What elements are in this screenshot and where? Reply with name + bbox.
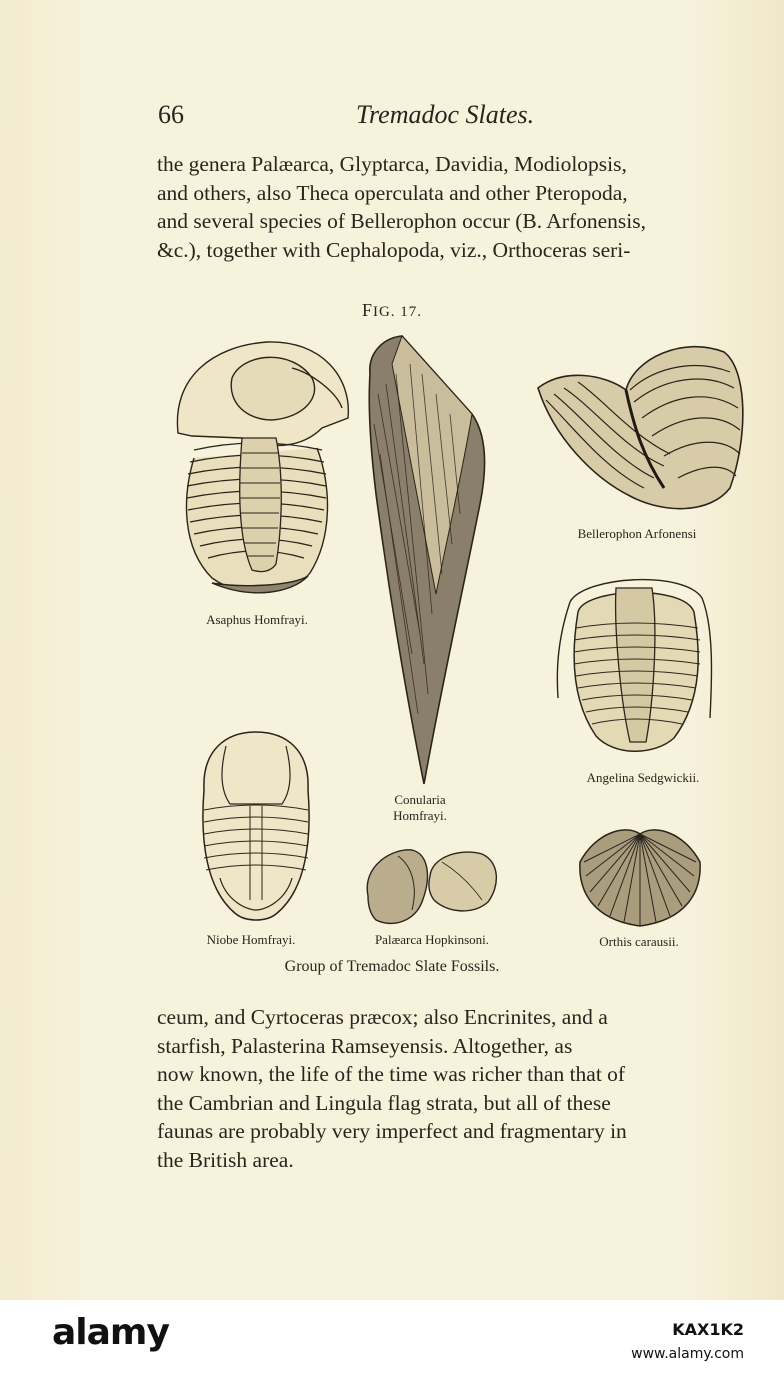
running-title: Tremadoc Slates.	[356, 100, 535, 129]
palaearca-shells-illustration	[362, 846, 502, 928]
bellerophon-shell-illustration	[534, 338, 748, 514]
niobe-trilobite-illustration	[196, 730, 316, 924]
page-number: 66	[158, 100, 184, 129]
text-line: &c.), together with Cephalopoda, viz., Orthoceras seri-	[157, 237, 631, 262]
top-paragraph	[157, 150, 758, 264]
angelina-trilobite-illustration	[554, 568, 716, 756]
text-line: the British area.	[157, 1147, 294, 1172]
caption-orthis: Orthis carausii.	[599, 934, 679, 949]
text-line: faunas are probably very imperfect and fragmentary in	[157, 1119, 627, 1143]
text-line: the genera Palæarca, Glyptarca, Davidia, Modiolopsis,	[157, 152, 627, 176]
text-line: and several species of Bellerophon occur (B. Arfonensis,	[157, 209, 646, 233]
text-line: the Cambrian and Lingula flag strata, but all of these	[157, 1090, 611, 1115]
alamy-logo: alamy	[52, 1312, 169, 1353]
caption-angelina: Angelina Sedgwickii.	[586, 770, 700, 785]
text-line: now known, the life of the time was richer than that of	[157, 1062, 626, 1086]
caption-conularia-1: Conularia	[394, 792, 446, 807]
figure-label: FIG. 17.	[361, 300, 423, 320]
caption-palaearca: Palæarca Hopkinsoni.	[374, 932, 490, 947]
caption-asaphus: Asaphus Homfrayi.	[206, 612, 308, 627]
image-code: KAX1K2	[672, 1320, 744, 1339]
caption-niobe: Niobe Homfrayi.	[206, 932, 296, 947]
text-line: starfish, Palasterina Ramseyensis. Altogether, as	[157, 1033, 573, 1058]
orthis-brachiopod-illustration	[576, 822, 704, 930]
text-line: ceum, and Cyrtoceras præcox; also Encrinites, and a	[157, 1005, 608, 1029]
site-url: www.alamy.com	[631, 1346, 744, 1362]
caption-bellerophon: Bellerophon Arfonensi	[577, 526, 697, 541]
figure-caption: Group of Tremadoc Slate Fossils.	[284, 958, 500, 975]
bottom-paragraph	[157, 1003, 758, 1174]
asaphus-trilobite-illustration	[172, 338, 352, 600]
stock-footer	[0, 1300, 784, 1390]
conularia-illustration	[362, 334, 490, 788]
running-head	[158, 100, 758, 134]
caption-conularia-2: Homfrayi.	[393, 808, 447, 823]
text-line: and others, also Theca operculata and other Pteropoda,	[157, 180, 628, 205]
